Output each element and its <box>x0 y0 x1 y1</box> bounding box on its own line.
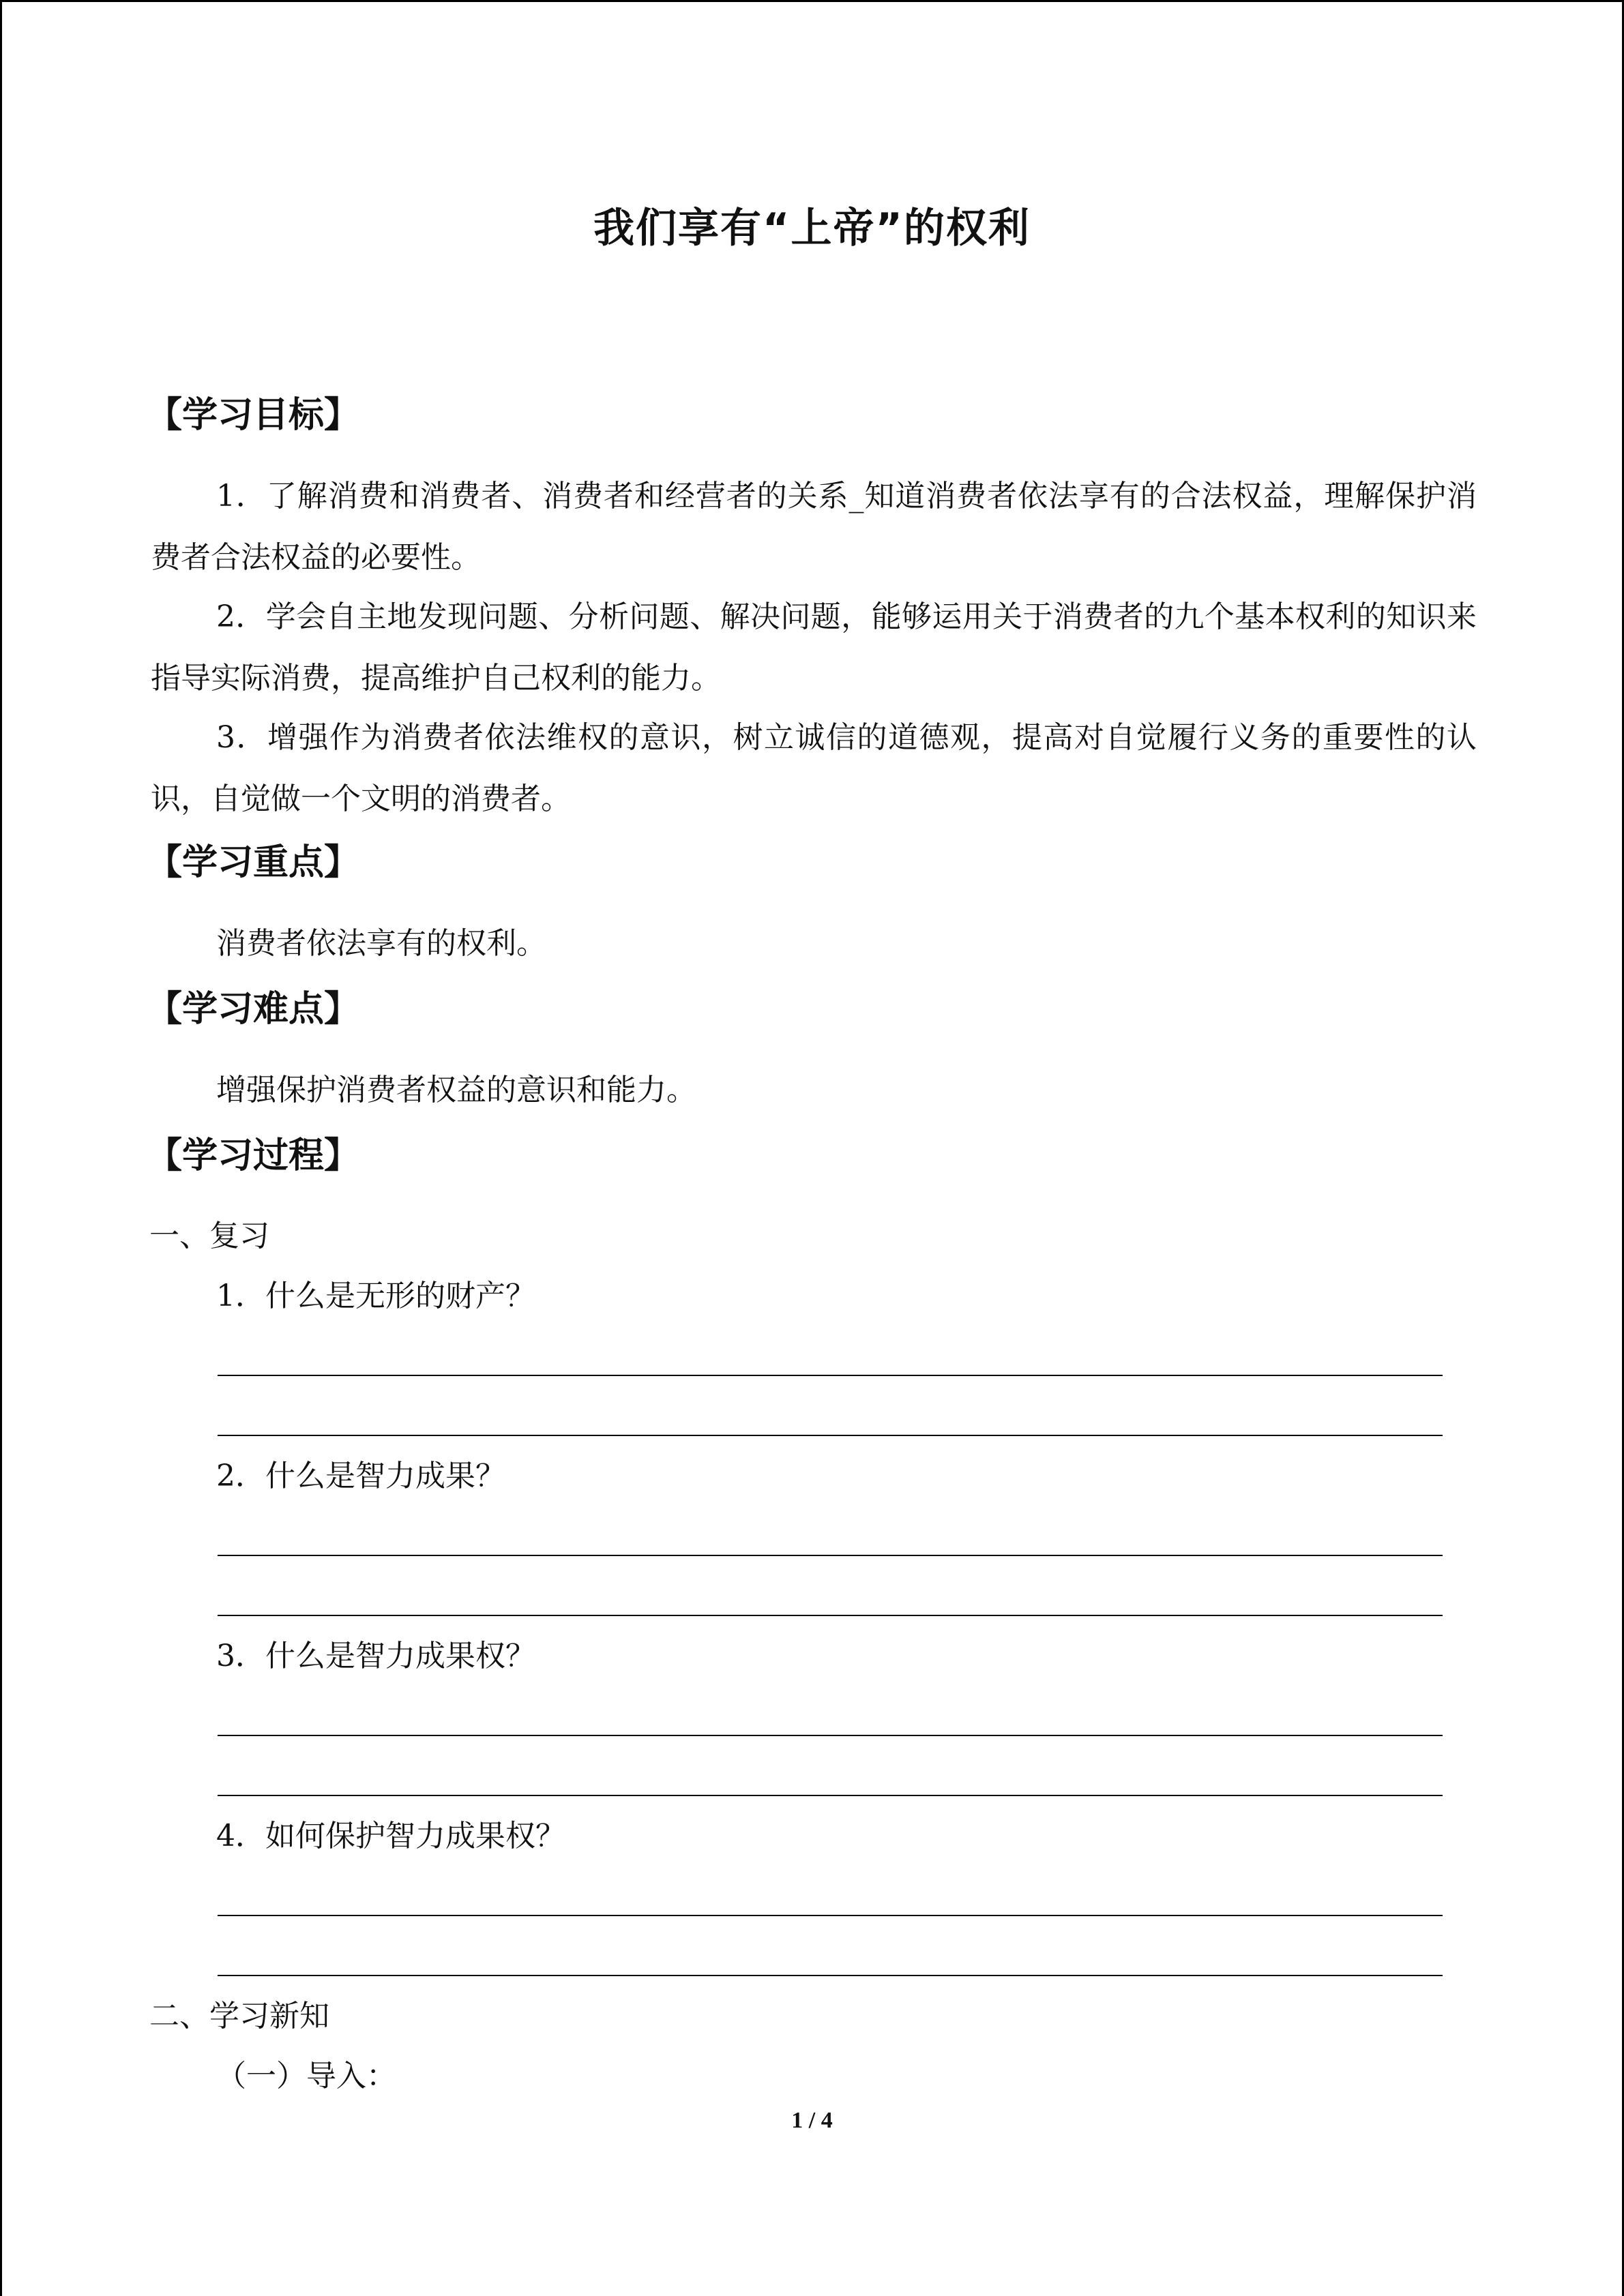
key-points-text: 消费者依法享有的权利。 <box>216 926 546 961</box>
review-question-2: 2．什么是智力成果？ <box>216 1459 505 1493</box>
answer-line <box>218 1735 1443 1736</box>
objective-item-1: 1．了解消费和消费者、消费者和经营者的关系_知道消费者依法享有的合法权益，理解保护消费者合法权益的必要性。 <box>151 479 1477 575</box>
process-heading: 【学习过程】 <box>147 1135 360 1176</box>
objective-item-3: 3．增强作为消费者依法维权的意识，树立诚信的道德观，提高对自觉履行义务的重要性的认识，自觉做一个文明的消费者。 <box>151 720 1477 816</box>
key-points-heading: 【学习重点】 <box>147 842 360 883</box>
new-knowledge-label: 二、学习新知 <box>149 1999 329 2033</box>
answer-line <box>218 1375 1443 1376</box>
answer-line <box>218 1975 1443 1976</box>
answer-line <box>218 1795 1443 1796</box>
answer-line <box>218 1555 1443 1556</box>
difficulties-text: 增强保护消费者权益的意识和能力。 <box>216 1073 696 1107</box>
review-question-4: 4．如何保护智力成果权？ <box>216 1819 565 1853</box>
answer-line <box>218 1435 1443 1436</box>
review-question-3: 3．什么是智力成果权？ <box>216 1639 535 1673</box>
difficulties-heading: 【学习难点】 <box>147 989 360 1030</box>
objective-item-2: 2．学会自主地发现问题、分析问题、解决问题，能够运用关于消费者的九个基本权利的知识来指导实际消费，提高维护自己权利的能力。 <box>151 599 1477 696</box>
document-title: 我们享有“上帝”的权利 <box>593 205 1031 252</box>
page-number: 1 / 4 <box>791 2108 833 2133</box>
import-subheading: （一）导入： <box>216 2059 396 2093</box>
answer-line <box>218 1615 1443 1616</box>
review-question-1: 1．什么是无形的财产？ <box>216 1279 535 1313</box>
objectives-heading: 【学习目标】 <box>147 395 360 436</box>
answer-line <box>218 1915 1443 1916</box>
review-label: 一、复习 <box>149 1219 269 1253</box>
